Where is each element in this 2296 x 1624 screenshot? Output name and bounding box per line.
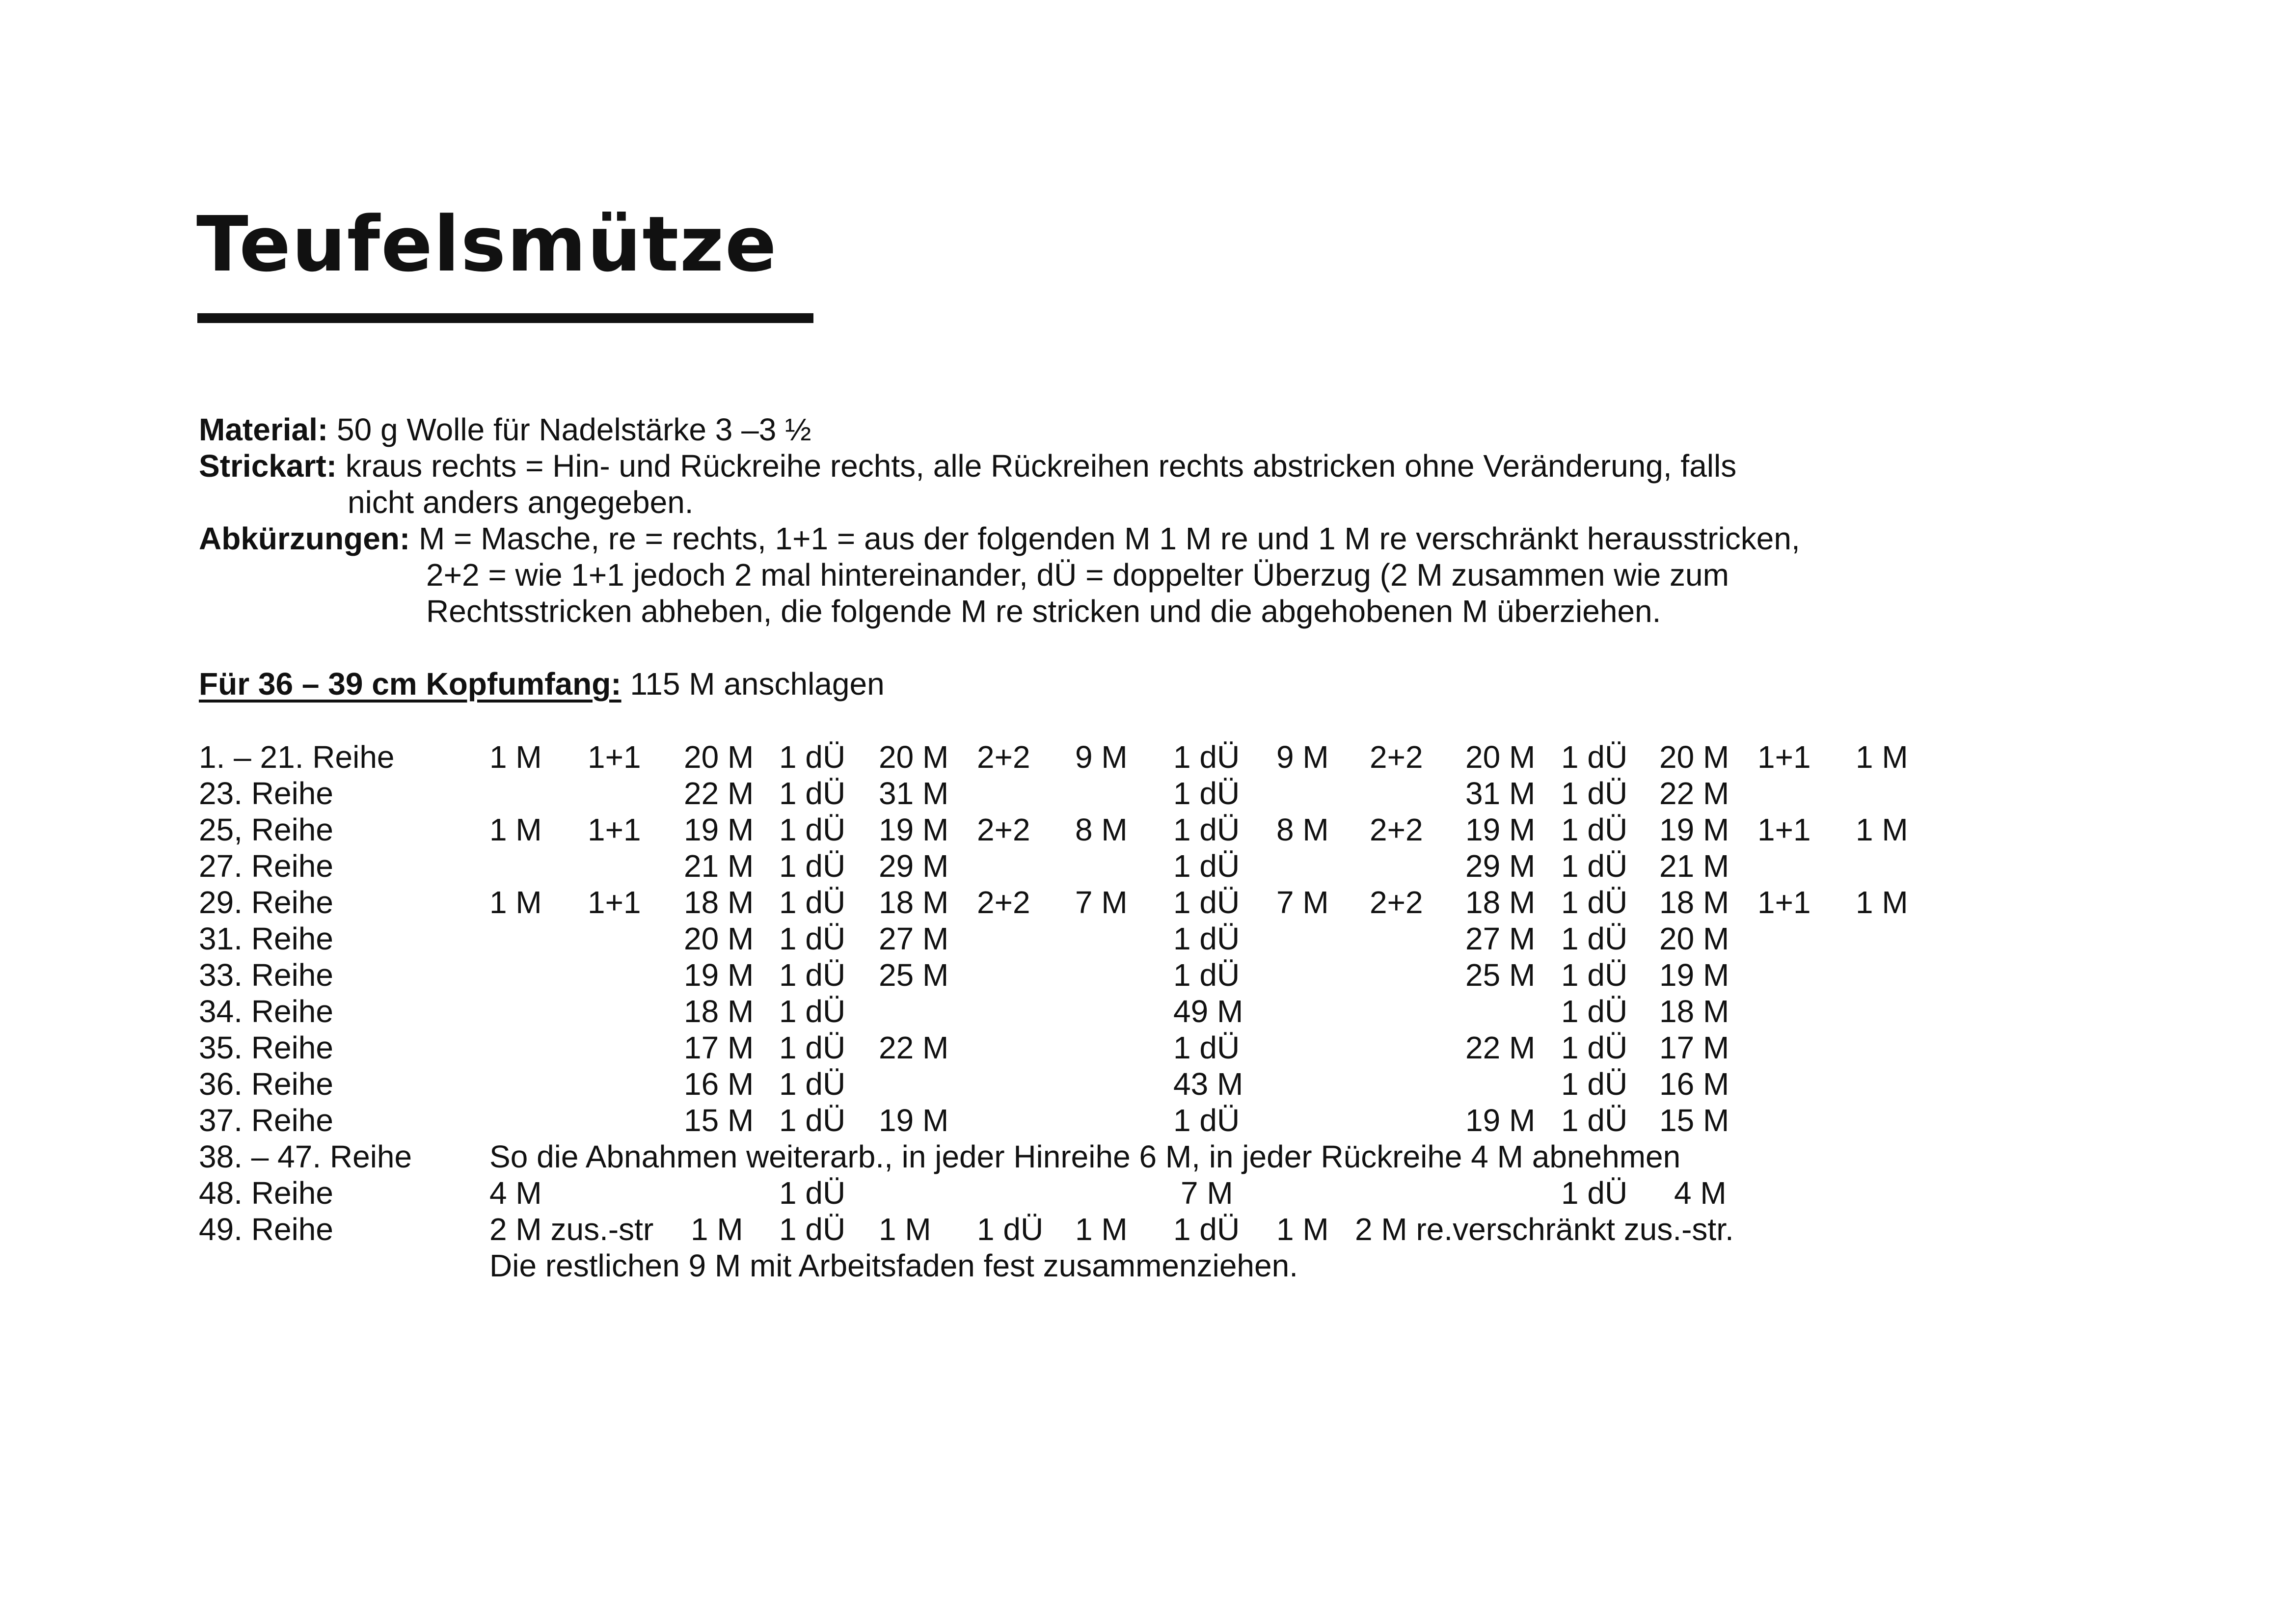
row-cell: 1 dÜ: [1561, 1066, 1628, 1102]
row-cell: 1 dÜ: [1561, 812, 1628, 847]
row-cell: 1 dÜ: [1561, 739, 1628, 775]
abbreviations-label: Abkürzungen:: [199, 521, 410, 556]
row-cell: 1 dÜ: [1173, 848, 1240, 884]
row-cell: 1+1: [588, 885, 641, 920]
row-cell: 18 M: [684, 994, 754, 1029]
row-cell: 1 M: [1856, 739, 1908, 775]
row-cell: 18 M: [1659, 994, 1729, 1029]
row-cell: 20 M: [1659, 739, 1729, 775]
row-cell: 2+2: [1370, 885, 1423, 920]
table-row: [0, 1175, 2296, 1211]
table-row: [0, 812, 2296, 848]
row-cell: 7 M: [1075, 885, 1128, 920]
size-label: Für 36 – 39 cm Kopfumfang:: [199, 666, 621, 702]
row-cell: 20 M: [684, 739, 754, 775]
row-cell: 43 M: [1173, 1066, 1243, 1102]
row-cell: 1 M: [1856, 885, 1908, 920]
row-cell: 19 M: [879, 1103, 949, 1138]
row-cell: 2+2: [1370, 812, 1423, 847]
row-cell: 1 dÜ: [779, 994, 846, 1029]
row-cell: 1 M: [879, 1212, 931, 1247]
row-cell: 1 dÜ: [1173, 1103, 1240, 1138]
table-row: [0, 1029, 2296, 1066]
row-cell: 31 M: [879, 776, 949, 811]
row-cell: 1 M: [691, 1212, 743, 1247]
row-cell: 1+1: [588, 739, 641, 775]
row-cell: 19 M: [684, 957, 754, 993]
row-cell: 7 M: [1181, 1175, 1233, 1211]
row-cell: 1 dÜ: [1173, 885, 1240, 920]
row-cell: 1 dÜ: [779, 776, 846, 811]
row-cell: 1+1: [1757, 739, 1811, 775]
row-cell: 20 M: [1659, 921, 1729, 956]
abbreviations-text: M = Masche, re = rechts, 1+1 = aus der folgenden M 1 M re und 1 M re verschränkt herausstricken,: [410, 521, 1800, 556]
row-cell: 18 M: [684, 885, 754, 920]
row-cell: 2+2: [977, 812, 1030, 847]
row-cell: 1 dÜ: [1173, 957, 1240, 993]
row-cell: 19 M: [879, 812, 949, 847]
row-cell: 22 M: [1465, 1030, 1536, 1065]
row-cell: 2+2: [977, 885, 1030, 920]
row-cell: 1 dÜ: [1561, 885, 1628, 920]
row-label: 37. Reihe: [199, 1103, 333, 1138]
row-cell: 20 M: [684, 921, 754, 956]
row-cell: 1 dÜ: [1561, 848, 1628, 884]
row-cell: 19 M: [684, 812, 754, 847]
abbreviations-continuation-1: 2+2 = wie 1+1 jedoch 2 mal hintereinander, dÜ = doppelter Überzug (2 M zusammen wie zum: [426, 557, 1729, 593]
row-cell: 1 dÜ: [779, 739, 846, 775]
row-cell: 1 dÜ: [1561, 1175, 1628, 1211]
row-cell: 21 M: [684, 848, 754, 884]
row-cell: 1 dÜ: [1173, 739, 1240, 775]
row-label: 29. Reihe: [199, 885, 333, 920]
row-cell: 1+1: [1757, 812, 1811, 847]
table-row: [0, 775, 2296, 812]
table-row: [0, 993, 2296, 1029]
row-cell: 15 M: [684, 1103, 754, 1138]
row-cell: 1 dÜ: [1173, 812, 1240, 847]
table-row: [0, 848, 2296, 884]
row-cell: 1 M: [489, 739, 542, 775]
title-underline: [197, 313, 813, 323]
row-cell: 18 M: [1659, 885, 1729, 920]
row-cell: 2 M zus.-str: [489, 1212, 654, 1247]
row-label: 23. Reihe: [199, 776, 333, 811]
closing-note: Die restlichen 9 M mit Arbeitsfaden fest zusammenziehen.: [489, 1248, 1298, 1283]
row-label: 33. Reihe: [199, 957, 333, 993]
material-line: [199, 411, 811, 448]
row-cell: 1 M: [1856, 812, 1908, 847]
table-row: [0, 1138, 2296, 1175]
row-cell: 20 M: [879, 739, 949, 775]
row-cell: 1+1: [1757, 885, 1811, 920]
row-cell: 15 M: [1659, 1103, 1729, 1138]
row-cell: 16 M: [684, 1066, 754, 1102]
table-row: [0, 739, 2296, 775]
row-cell: 1 dÜ: [779, 1030, 846, 1065]
row-label: 48. Reihe: [199, 1175, 333, 1211]
row-cell: 1 dÜ: [1173, 776, 1240, 811]
row-cell: 9 M: [1075, 739, 1128, 775]
row-cell: 7 M: [1276, 885, 1329, 920]
row-label: 27. Reihe: [199, 848, 333, 884]
row-cell: 21 M: [1659, 848, 1729, 884]
table-row: [0, 1211, 2296, 1247]
abbreviations-line: [199, 520, 1800, 557]
row-cell: 19 M: [1465, 1103, 1536, 1138]
row-cell: 1 dÜ: [779, 1175, 846, 1211]
row-cell: 4 M: [489, 1175, 542, 1211]
strickart-continuation: nicht anders angegeben.: [348, 485, 694, 520]
row-label: 49. Reihe: [199, 1212, 333, 1247]
row-cell: 1 dÜ: [779, 1066, 846, 1102]
row-cell: 9 M: [1276, 739, 1329, 775]
material-text: 50 g Wolle für Nadelstärke 3 –3 ½: [328, 412, 811, 447]
row-label: 1. – 21. Reihe: [199, 739, 395, 775]
row-cell: 4 M: [1674, 1175, 1727, 1211]
row-cell: 17 M: [1659, 1030, 1729, 1065]
abbreviations-continuation-2: Rechtsstricken abheben, die folgende M re stricken und die abgehobenen M überziehen.: [426, 594, 1661, 629]
row-cell: 1 M: [1075, 1212, 1128, 1247]
row-cell: 1 dÜ: [779, 812, 846, 847]
row-cell: 8 M: [1075, 812, 1128, 847]
row-cell: 1 dÜ: [1173, 1030, 1240, 1065]
material-label: Material:: [199, 412, 328, 447]
row-label: 31. Reihe: [199, 921, 333, 956]
row-cell: 8 M: [1276, 812, 1329, 847]
row-label: 35. Reihe: [199, 1030, 333, 1065]
row-cell: 1 dÜ: [779, 885, 846, 920]
size-text: 115 M anschlagen: [621, 666, 885, 702]
row-cell: 25 M: [879, 957, 949, 993]
row-cell: 31 M: [1465, 776, 1536, 811]
row-cell: 1 dÜ: [977, 1212, 1044, 1247]
row-note: So die Abnahmen weiterarb., in jeder Hinreihe 6 M, in jeder Rückreihe 4 M abnehmen: [489, 1139, 1681, 1174]
row-cell: 19 M: [1659, 812, 1729, 847]
row-cell: 17 M: [684, 1030, 754, 1065]
row-cell: 1 dÜ: [1173, 1212, 1240, 1247]
row-cell: 22 M: [1659, 776, 1729, 811]
row-cell: 1 dÜ: [1561, 1030, 1628, 1065]
row-cell: 18 M: [879, 885, 949, 920]
row-label: 25, Reihe: [199, 812, 333, 847]
row-cell: 1 dÜ: [1561, 957, 1628, 993]
table-row: [0, 884, 2296, 920]
row-cell: 20 M: [1465, 739, 1536, 775]
row-cell: 22 M: [684, 776, 754, 811]
page-title: Teufelsmütze: [196, 200, 778, 289]
table-row: [0, 920, 2296, 957]
row-cell: 2 M re.verschränkt zus.-str.: [1355, 1212, 1734, 1247]
strickart-label: Strickart:: [199, 448, 337, 484]
row-cell: 18 M: [1465, 885, 1536, 920]
row-label: 38. – 47. Reihe: [199, 1139, 412, 1174]
row-cell: 2+2: [1370, 739, 1423, 775]
row-cell: 49 M: [1173, 994, 1243, 1029]
row-label: 34. Reihe: [199, 994, 333, 1029]
row-cell: 19 M: [1659, 957, 1729, 993]
row-cell: 1 dÜ: [779, 957, 846, 993]
row-cell: 1 dÜ: [779, 1103, 846, 1138]
table-row: [0, 1102, 2296, 1138]
row-cell: 1 dÜ: [779, 848, 846, 884]
table-row: [0, 1066, 2296, 1102]
table-row: [0, 957, 2296, 993]
row-cell: 29 M: [1465, 848, 1536, 884]
row-cell: 16 M: [1659, 1066, 1729, 1102]
row-cell: 1 M: [489, 812, 542, 847]
row-label: 36. Reihe: [199, 1066, 333, 1102]
row-cell: 22 M: [879, 1030, 949, 1065]
row-cell: 25 M: [1465, 957, 1536, 993]
row-cell: 2+2: [977, 739, 1030, 775]
row-cell: 19 M: [1465, 812, 1536, 847]
strickart-text: kraus rechts = Hin- und Rückreihe rechts, alle Rückreihen rechts abstricken ohne Veränderung, falls: [337, 448, 1737, 484]
row-cell: 1 dÜ: [1561, 994, 1628, 1029]
row-cell: 27 M: [1465, 921, 1536, 956]
row-cell: 1 dÜ: [779, 1212, 846, 1247]
row-cell: 29 M: [879, 848, 949, 884]
row-cell: 1 M: [489, 885, 542, 920]
row-cell: 1 M: [1276, 1212, 1329, 1247]
row-cell: 1+1: [588, 812, 641, 847]
row-cell: 1 dÜ: [1561, 921, 1628, 956]
row-cell: 1 dÜ: [779, 921, 846, 956]
size-line: [199, 666, 885, 702]
row-cell: 27 M: [879, 921, 949, 956]
row-cell: 1 dÜ: [1561, 1103, 1628, 1138]
row-cell: 1 dÜ: [1173, 921, 1240, 956]
row-cell: 1 dÜ: [1561, 776, 1628, 811]
strickart-line: [199, 448, 1736, 484]
